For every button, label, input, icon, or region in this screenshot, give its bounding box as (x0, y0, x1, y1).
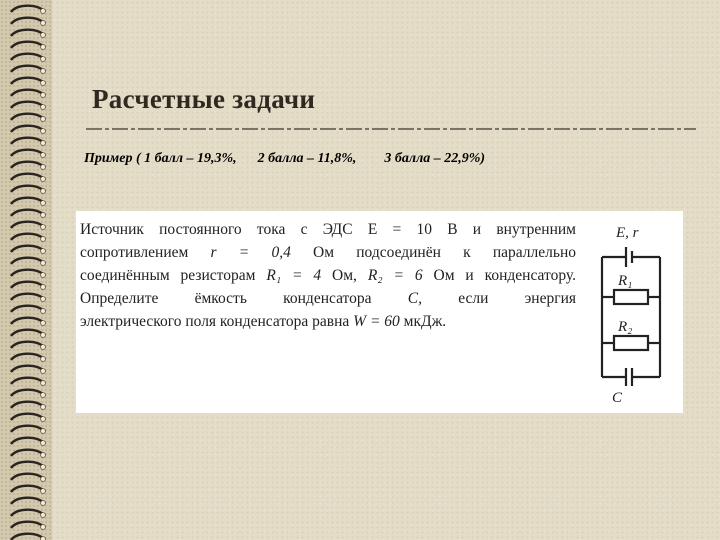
r1-label: R₁ (618, 273, 633, 289)
capacitance-symbol: C, (407, 290, 422, 307)
energy-value: W = 60 (353, 313, 400, 330)
task-panel (76, 211, 683, 413)
spiral-hole (41, 117, 46, 122)
spiral-ring (11, 54, 43, 60)
spiral-hole (41, 81, 46, 86)
spiral-hole (41, 21, 46, 26)
spiral-ring (11, 474, 43, 480)
spiral-hole (41, 129, 46, 134)
source-label: E, r (616, 225, 639, 241)
spiral-ring (11, 102, 43, 108)
spiral-ring (11, 486, 43, 492)
spiral-ring (11, 450, 43, 456)
spiral-hole (41, 501, 46, 506)
spiral-ring (11, 534, 43, 540)
spiral-hole (41, 537, 46, 540)
spiral-hole (41, 57, 46, 62)
spiral-hole (41, 381, 46, 386)
spiral-ring (11, 126, 43, 132)
spiral-hole (41, 417, 46, 422)
spiral-ring (11, 6, 43, 12)
spiral-hole (41, 309, 46, 314)
capacitor-label: C (612, 390, 623, 406)
spiral-ring (11, 390, 43, 396)
spiral-ring (11, 138, 43, 144)
spiral-hole (41, 273, 46, 278)
spiral-ring (11, 246, 43, 252)
spiral-hole (41, 369, 46, 374)
spiral-hole (41, 141, 46, 146)
spiral-hole (41, 9, 46, 14)
spiral-ring (11, 282, 43, 288)
r2-value: R₂ = 6 (367, 267, 423, 284)
spiral-ring (11, 18, 43, 24)
spiral-hole (41, 297, 46, 302)
spiral-ring (11, 414, 43, 420)
spiral-ring (11, 198, 43, 204)
spiral-hole (41, 165, 46, 170)
spiral-hole (41, 429, 46, 434)
spiral-ring (11, 66, 43, 72)
spiral-binding-decoration (7, 0, 47, 540)
spiral-ring (11, 402, 43, 408)
spiral-hole (41, 153, 46, 158)
spiral-hole (41, 345, 46, 350)
spiral-ring (11, 186, 43, 192)
spiral-ring (11, 222, 43, 228)
task-statement: Источник постоянного тока с ЭДС E = 10 В и внутренним сопротивлением r = 0,4 Ом подсоединён к параллельно соединённым резисторам R₁ = 4 Ом, R₂ = 6 Ом и конденсатору. Определите ёмкость конденсатора C, если энергия электрического поля конденсатора равна W = 60 мкДж. (80, 221, 576, 330)
spiral-hole (41, 105, 46, 110)
spiral-hole (41, 261, 46, 266)
spiral-hole (41, 513, 46, 518)
r2-label: R₂ (618, 319, 633, 335)
spiral-hole (41, 405, 46, 410)
spiral-ring (11, 366, 43, 372)
spiral-ring (11, 174, 43, 180)
spiral-hole (41, 333, 46, 338)
spiral-hole (41, 237, 46, 242)
spiral-ring (11, 306, 43, 312)
spiral-hole (41, 69, 46, 74)
spiral-ring (11, 498, 43, 504)
spiral-hole (41, 465, 46, 470)
circuit-diagram (586, 213, 676, 408)
spiral-hole (41, 477, 46, 482)
spiral-hole (41, 189, 46, 194)
spiral-ring (11, 522, 43, 528)
spiral-hole (41, 177, 46, 182)
spiral-ring (11, 354, 43, 360)
spiral-hole (41, 357, 46, 362)
spiral-hole (41, 201, 46, 206)
spiral-ring (11, 234, 43, 240)
scoring-example-line: Пример ( 1 балл – 19,3%, 2 балла – 11,8%, 3 балла – 22,9%) (84, 151, 486, 166)
spiral-ring (11, 342, 43, 348)
spiral-ring (11, 162, 43, 168)
spiral-ring (11, 78, 43, 84)
spiral-ring (11, 30, 43, 36)
slide-title: Расчетные задачи (92, 84, 316, 114)
spiral-ring (11, 318, 43, 324)
left-decor-strip (0, 0, 52, 540)
spiral-hole (41, 93, 46, 98)
spiral-ring (11, 510, 43, 516)
spiral-ring (11, 270, 43, 276)
spiral-hole (41, 225, 46, 230)
spiral-hole (41, 525, 46, 530)
r1-value: R₁ = 4 (266, 267, 322, 284)
spiral-ring (11, 210, 43, 216)
spiral-ring (11, 114, 43, 120)
spiral-ring (11, 258, 43, 264)
spiral-ring (11, 90, 43, 96)
spiral-hole (41, 441, 46, 446)
spiral-hole (41, 453, 46, 458)
dashed-divider (86, 125, 696, 133)
spiral-hole (41, 393, 46, 398)
spiral-hole (41, 249, 46, 254)
spiral-hole (41, 321, 46, 326)
spiral-ring (11, 426, 43, 432)
spiral-ring (11, 438, 43, 444)
spiral-ring (11, 294, 43, 300)
spiral-hole (41, 489, 46, 494)
emf-value: E = 10 В (367, 221, 458, 238)
spiral-hole (41, 33, 46, 38)
spiral-hole (41, 45, 46, 50)
internal-resistance-value: r = 0,4 (210, 244, 291, 261)
spiral-ring (11, 42, 43, 48)
spiral-hole (41, 213, 46, 218)
spiral-ring (11, 150, 43, 156)
spiral-ring (11, 462, 43, 468)
spiral-ring (11, 330, 43, 336)
spiral-ring (11, 378, 43, 384)
spiral-hole (41, 285, 46, 290)
